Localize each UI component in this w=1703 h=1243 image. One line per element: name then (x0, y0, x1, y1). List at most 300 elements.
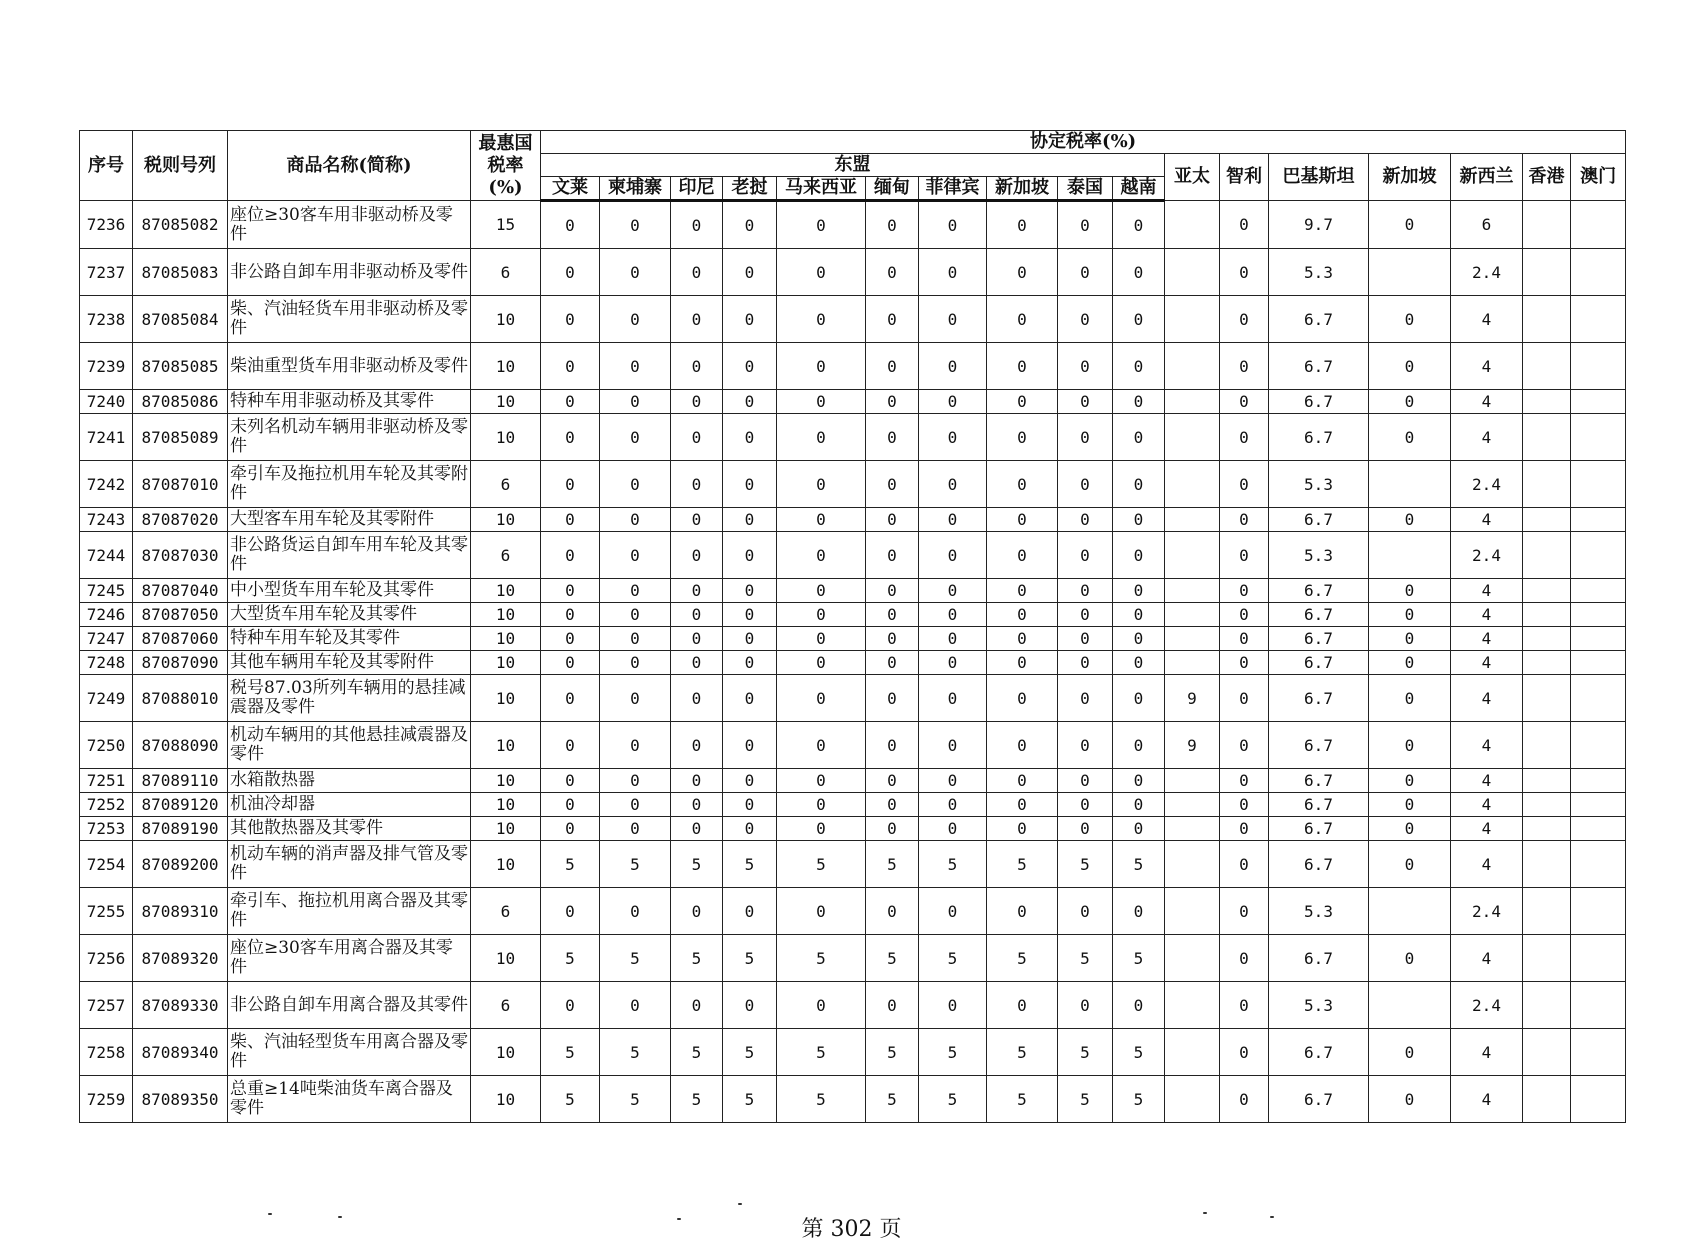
row-asean-rate: 0 (1113, 627, 1165, 651)
row-asean-rate: 0 (866, 627, 919, 651)
row-asean-rate: 0 (1058, 249, 1113, 296)
row-other-rate: 6.7 (1269, 651, 1369, 675)
row-asean-rate: 0 (671, 722, 723, 769)
row-other-rate: 4 (1451, 793, 1523, 817)
row-other-rate (1523, 201, 1571, 249)
row-asean-rate: 5 (1113, 841, 1165, 888)
row-asean-rate: 5 (541, 841, 600, 888)
row-asean-rate: 0 (777, 769, 866, 793)
row-asean-rate: 0 (600, 982, 671, 1029)
row-asean-rate: 5 (919, 935, 987, 982)
row-other-rate (1523, 769, 1571, 793)
row-seq: 7252 (80, 793, 133, 817)
row-other-rate: 2.4 (1451, 249, 1523, 296)
row-asean-rate: 0 (723, 296, 777, 343)
row-asean-rate: 0 (1113, 769, 1165, 793)
row-other-rate (1165, 579, 1220, 603)
row-other-rate: 0 (1220, 935, 1269, 982)
row-asean-rate: 0 (919, 461, 987, 508)
header-other-0: 亚太 (1165, 154, 1220, 201)
row-asean-rate: 0 (600, 579, 671, 603)
row-name: 柴、汽油轻货车用非驱动桥及零件 (228, 296, 471, 343)
row-mfn-rate: 10 (471, 1076, 541, 1123)
row-seq: 7246 (80, 603, 133, 627)
row-mfn-rate: 10 (471, 793, 541, 817)
row-other-rate: 4 (1451, 651, 1523, 675)
row-other-rate (1523, 888, 1571, 935)
row-asean-rate: 0 (866, 817, 919, 841)
row-asean-rate: 0 (987, 461, 1058, 508)
row-asean-rate: 0 (987, 651, 1058, 675)
row-asean-rate: 0 (1113, 675, 1165, 722)
row-other-rate: 6.7 (1269, 817, 1369, 841)
row-other-rate (1571, 461, 1626, 508)
row-mfn-rate: 10 (471, 627, 541, 651)
row-mfn-rate: 10 (471, 1029, 541, 1076)
row-code: 87089120 (133, 793, 228, 817)
row-mfn-rate: 10 (471, 769, 541, 793)
header-asean-member: 柬埔寨 (600, 177, 671, 201)
row-asean-rate: 0 (777, 982, 866, 1029)
row-asean-rate: 0 (777, 579, 866, 603)
row-other-rate (1165, 296, 1220, 343)
row-asean-rate: 0 (777, 249, 866, 296)
row-code: 87089330 (133, 982, 228, 1029)
row-name: 柴、汽油轻型货车用离合器及零件 (228, 1029, 471, 1076)
row-asean-rate: 0 (723, 651, 777, 675)
row-other-rate (1571, 414, 1626, 461)
row-asean-rate: 0 (600, 793, 671, 817)
row-other-rate (1523, 343, 1571, 390)
row-asean-rate: 0 (1058, 675, 1113, 722)
table-row (80, 1029, 1626, 1076)
row-other-rate: 0 (1220, 627, 1269, 651)
row-asean-rate: 0 (987, 769, 1058, 793)
row-other-rate (1369, 888, 1451, 935)
header-other-3: 新加坡 (1369, 154, 1451, 201)
row-seq: 7236 (80, 201, 133, 249)
header-other-2: 巴基斯坦 (1269, 154, 1369, 201)
row-asean-rate: 0 (541, 390, 600, 414)
row-asean-rate: 0 (541, 603, 600, 627)
row-asean-rate: 0 (671, 627, 723, 651)
row-asean-rate: 0 (777, 651, 866, 675)
row-other-rate (1523, 603, 1571, 627)
row-other-rate: 6.7 (1269, 296, 1369, 343)
row-seq: 7255 (80, 888, 133, 935)
row-asean-rate: 0 (866, 508, 919, 532)
row-asean-rate: 0 (1113, 651, 1165, 675)
table-body (80, 201, 1626, 1123)
header-code: 税则号列 (133, 131, 228, 201)
row-other-rate: 4 (1451, 296, 1523, 343)
row-asean-rate: 5 (777, 1076, 866, 1123)
row-asean-rate: 0 (777, 603, 866, 627)
table-row (80, 793, 1626, 817)
row-asean-rate: 5 (600, 841, 671, 888)
row-asean-rate: 0 (723, 675, 777, 722)
row-asean-rate: 0 (1058, 508, 1113, 532)
row-asean-rate: 0 (671, 296, 723, 343)
row-asean-rate: 5 (919, 841, 987, 888)
row-asean-rate: 0 (723, 508, 777, 532)
row-asean-rate: 5 (987, 935, 1058, 982)
row-asean-rate: 0 (777, 508, 866, 532)
row-asean-rate: 0 (723, 603, 777, 627)
row-asean-rate: 0 (919, 769, 987, 793)
table-row (80, 390, 1626, 414)
row-asean-rate: 0 (919, 343, 987, 390)
row-asean-rate: 0 (987, 675, 1058, 722)
row-asean-rate: 5 (541, 1076, 600, 1123)
header-asean-member: 新加坡 (987, 177, 1058, 201)
row-asean-rate: 0 (919, 982, 987, 1029)
table-row (80, 651, 1626, 675)
row-other-rate: 2.4 (1451, 461, 1523, 508)
row-asean-rate: 0 (777, 675, 866, 722)
row-asean-rate: 0 (919, 817, 987, 841)
row-other-rate: 0 (1220, 508, 1269, 532)
row-other-rate (1571, 841, 1626, 888)
row-other-rate: 0 (1220, 675, 1269, 722)
row-seq: 7254 (80, 841, 133, 888)
row-other-rate: 6.7 (1269, 675, 1369, 722)
row-other-rate (1165, 888, 1220, 935)
row-asean-rate: 0 (541, 675, 600, 722)
row-asean-rate: 0 (866, 603, 919, 627)
row-asean-rate: 0 (671, 675, 723, 722)
row-name: 机动车辆的消声器及排气管及零件 (228, 841, 471, 888)
row-asean-rate: 0 (1113, 532, 1165, 579)
row-other-rate: 0 (1369, 1029, 1451, 1076)
row-name: 非公路货运自卸车用车轮及其零件 (228, 532, 471, 579)
row-asean-rate: 0 (541, 817, 600, 841)
row-asean-rate: 0 (1113, 461, 1165, 508)
row-asean-rate: 0 (866, 414, 919, 461)
header-asean-member: 菲律宾 (919, 177, 987, 201)
row-other-rate: 0 (1220, 888, 1269, 935)
row-other-rate: 0 (1220, 982, 1269, 1029)
row-asean-rate: 5 (866, 1029, 919, 1076)
table-row (80, 343, 1626, 390)
row-other-rate: 0 (1369, 935, 1451, 982)
row-other-rate: 6.7 (1269, 508, 1369, 532)
row-code: 87087010 (133, 461, 228, 508)
row-asean-rate: 0 (919, 414, 987, 461)
row-asean-rate: 0 (987, 296, 1058, 343)
row-code: 87085086 (133, 390, 228, 414)
row-name: 特种车用车轮及其零件 (228, 627, 471, 651)
row-asean-rate: 0 (541, 461, 600, 508)
row-asean-rate: 0 (777, 722, 866, 769)
row-asean-rate: 0 (866, 651, 919, 675)
row-other-rate: 0 (1369, 1076, 1451, 1123)
row-name: 牵引车及拖拉机用车轮及其零附件 (228, 461, 471, 508)
row-seq: 7253 (80, 817, 133, 841)
row-other-rate: 0 (1369, 769, 1451, 793)
header-mfn-line1: 最惠国 (478, 132, 533, 154)
row-asean-rate: 0 (541, 793, 600, 817)
row-asean-rate: 5 (600, 935, 671, 982)
row-asean-rate: 5 (600, 1029, 671, 1076)
row-asean-rate: 0 (723, 769, 777, 793)
row-asean-rate: 0 (541, 722, 600, 769)
table-row (80, 817, 1626, 841)
row-asean-rate: 0 (541, 532, 600, 579)
row-other-rate (1165, 201, 1220, 249)
row-other-rate: 0 (1369, 343, 1451, 390)
row-asean-rate: 0 (671, 249, 723, 296)
row-seq: 7248 (80, 651, 133, 675)
row-other-rate: 0 (1369, 201, 1451, 249)
row-other-rate (1571, 793, 1626, 817)
row-other-rate (1523, 461, 1571, 508)
row-other-rate: 0 (1369, 675, 1451, 722)
row-asean-rate: 0 (777, 532, 866, 579)
row-asean-rate: 0 (671, 414, 723, 461)
row-name: 特种车用非驱动桥及其零件 (228, 390, 471, 414)
row-asean-rate: 5 (919, 1029, 987, 1076)
row-asean-rate: 0 (723, 888, 777, 935)
row-mfn-rate: 10 (471, 296, 541, 343)
row-other-rate (1165, 817, 1220, 841)
row-other-rate: 6 (1451, 201, 1523, 249)
row-other-rate: 4 (1451, 1029, 1523, 1076)
row-asean-rate: 0 (777, 390, 866, 414)
header-mfn-line2: 税率 (487, 154, 524, 176)
row-asean-rate: 0 (987, 982, 1058, 1029)
row-mfn-rate: 10 (471, 675, 541, 722)
row-name: 水箱散热器 (228, 769, 471, 793)
row-code: 87089110 (133, 769, 228, 793)
row-asean-rate: 0 (1058, 722, 1113, 769)
row-other-rate (1571, 888, 1626, 935)
table-row (80, 722, 1626, 769)
row-other-rate: 0 (1220, 722, 1269, 769)
row-asean-rate: 0 (777, 793, 866, 817)
table-row (80, 1076, 1626, 1123)
row-asean-rate: 0 (671, 817, 723, 841)
row-asean-rate: 0 (987, 414, 1058, 461)
row-asean-rate: 5 (541, 1029, 600, 1076)
row-asean-rate: 0 (723, 627, 777, 651)
row-seq: 7251 (80, 769, 133, 793)
row-other-rate: 6.7 (1269, 414, 1369, 461)
row-asean-rate: 0 (987, 722, 1058, 769)
row-other-rate: 9 (1165, 675, 1220, 722)
row-other-rate (1523, 249, 1571, 296)
row-asean-rate: 0 (866, 793, 919, 817)
row-other-rate (1571, 249, 1626, 296)
table-row (80, 627, 1626, 651)
row-other-rate: 0 (1220, 651, 1269, 675)
row-mfn-rate: 15 (471, 201, 541, 249)
row-asean-rate: 0 (723, 249, 777, 296)
row-asean-rate: 0 (723, 722, 777, 769)
row-asean-rate: 0 (600, 343, 671, 390)
row-name: 大型货车用车轮及其零件 (228, 603, 471, 627)
header-seq: 序号 (80, 131, 133, 201)
row-asean-rate: 5 (723, 841, 777, 888)
row-code: 87087040 (133, 579, 228, 603)
row-asean-rate: 5 (541, 935, 600, 982)
row-asean-rate: 0 (541, 888, 600, 935)
row-code: 87087050 (133, 603, 228, 627)
row-asean-rate: 0 (1113, 888, 1165, 935)
row-seq: 7250 (80, 722, 133, 769)
row-asean-rate: 0 (919, 532, 987, 579)
row-mfn-rate: 6 (471, 249, 541, 296)
row-other-rate (1369, 532, 1451, 579)
row-asean-rate: 5 (1113, 935, 1165, 982)
row-other-rate (1571, 722, 1626, 769)
row-asean-rate: 0 (541, 627, 600, 651)
row-other-rate: 0 (1220, 201, 1269, 249)
row-other-rate: 0 (1220, 603, 1269, 627)
row-asean-rate: 0 (671, 532, 723, 579)
row-seq: 7245 (80, 579, 133, 603)
row-asean-rate: 5 (777, 841, 866, 888)
row-asean-rate: 0 (1113, 579, 1165, 603)
row-asean-rate: 0 (1058, 579, 1113, 603)
row-asean-rate: 5 (777, 935, 866, 982)
row-asean-rate: 0 (777, 414, 866, 461)
row-other-rate: 4 (1451, 414, 1523, 461)
row-asean-rate: 0 (671, 769, 723, 793)
row-asean-rate: 0 (987, 249, 1058, 296)
row-asean-rate: 0 (866, 249, 919, 296)
row-asean-rate: 0 (671, 201, 723, 249)
row-asean-rate: 0 (919, 603, 987, 627)
row-asean-rate: 0 (1058, 793, 1113, 817)
row-asean-rate: 0 (777, 461, 866, 508)
row-seq: 7243 (80, 508, 133, 532)
row-asean-rate: 5 (671, 1029, 723, 1076)
row-asean-rate: 0 (541, 414, 600, 461)
row-other-rate (1523, 793, 1571, 817)
row-mfn-rate: 10 (471, 817, 541, 841)
row-asean-rate: 0 (1058, 414, 1113, 461)
row-other-rate (1165, 532, 1220, 579)
table-row (80, 461, 1626, 508)
row-other-rate: 0 (1220, 249, 1269, 296)
row-asean-rate: 0 (777, 888, 866, 935)
row-asean-rate: 0 (1058, 982, 1113, 1029)
row-asean-rate: 0 (600, 249, 671, 296)
row-other-rate: 6.7 (1269, 1029, 1369, 1076)
row-mfn-rate: 10 (471, 390, 541, 414)
row-other-rate: 4 (1451, 935, 1523, 982)
row-name: 非公路自卸车用非驱动桥及零件 (228, 249, 471, 296)
row-other-rate (1523, 390, 1571, 414)
row-asean-rate: 5 (987, 1076, 1058, 1123)
row-other-rate (1165, 982, 1220, 1029)
row-asean-rate: 0 (777, 627, 866, 651)
row-code: 87089340 (133, 1029, 228, 1076)
row-asean-rate: 0 (671, 793, 723, 817)
row-asean-rate: 5 (987, 1029, 1058, 1076)
row-asean-rate: 0 (777, 343, 866, 390)
row-code: 87089320 (133, 935, 228, 982)
row-other-rate (1165, 1076, 1220, 1123)
row-other-rate (1165, 1029, 1220, 1076)
row-asean-rate: 0 (723, 414, 777, 461)
row-other-rate (1523, 1076, 1571, 1123)
row-other-rate (1571, 508, 1626, 532)
row-other-rate: 6.7 (1269, 935, 1369, 982)
row-other-rate (1523, 627, 1571, 651)
row-asean-rate: 0 (919, 249, 987, 296)
row-asean-rate: 0 (987, 888, 1058, 935)
row-other-rate (1523, 414, 1571, 461)
row-seq: 7244 (80, 532, 133, 579)
row-other-rate: 4 (1451, 343, 1523, 390)
row-asean-rate: 5 (1058, 841, 1113, 888)
row-other-rate: 5.3 (1269, 249, 1369, 296)
row-code: 87089350 (133, 1076, 228, 1123)
row-other-rate: 0 (1369, 390, 1451, 414)
row-code: 87087060 (133, 627, 228, 651)
row-asean-rate: 0 (987, 579, 1058, 603)
row-asean-rate: 5 (723, 935, 777, 982)
row-asean-rate: 0 (919, 675, 987, 722)
row-mfn-rate: 10 (471, 414, 541, 461)
row-mfn-rate: 10 (471, 841, 541, 888)
row-asean-rate: 0 (1058, 888, 1113, 935)
row-other-rate (1165, 461, 1220, 508)
row-other-rate (1523, 817, 1571, 841)
row-asean-rate: 0 (866, 888, 919, 935)
row-seq: 7256 (80, 935, 133, 982)
row-other-rate (1523, 579, 1571, 603)
row-asean-rate: 0 (541, 982, 600, 1029)
row-other-rate (1571, 296, 1626, 343)
row-asean-rate: 0 (919, 651, 987, 675)
header-other-6: 澳门 (1571, 154, 1626, 201)
table-row (80, 769, 1626, 793)
row-mfn-rate: 6 (471, 461, 541, 508)
row-other-rate (1165, 249, 1220, 296)
row-code: 87089190 (133, 817, 228, 841)
row-asean-rate: 0 (541, 508, 600, 532)
row-other-rate (1571, 1029, 1626, 1076)
row-asean-rate: 5 (866, 841, 919, 888)
row-other-rate: 0 (1369, 603, 1451, 627)
row-code: 87085082 (133, 201, 228, 249)
row-seq: 7259 (80, 1076, 133, 1123)
row-asean-rate: 0 (600, 461, 671, 508)
row-asean-rate: 0 (541, 769, 600, 793)
row-name: 其他散热器及其零件 (228, 817, 471, 841)
table-row (80, 532, 1626, 579)
table-row (80, 508, 1626, 532)
row-other-rate (1571, 201, 1626, 249)
row-asean-rate: 0 (919, 793, 987, 817)
row-other-rate: 0 (1369, 579, 1451, 603)
row-asean-rate: 5 (987, 841, 1058, 888)
row-asean-rate: 0 (987, 817, 1058, 841)
row-name: 非公路自卸车用离合器及其零件 (228, 982, 471, 1029)
row-code: 87087020 (133, 508, 228, 532)
row-seq: 7238 (80, 296, 133, 343)
row-other-rate: 0 (1220, 579, 1269, 603)
row-other-rate: 6.7 (1269, 841, 1369, 888)
row-name: 机动车辆用的其他悬挂减震器及零件 (228, 722, 471, 769)
row-mfn-rate: 10 (471, 935, 541, 982)
row-other-rate: 0 (1220, 343, 1269, 390)
row-other-rate: 2.4 (1451, 982, 1523, 1029)
row-asean-rate: 0 (1058, 817, 1113, 841)
